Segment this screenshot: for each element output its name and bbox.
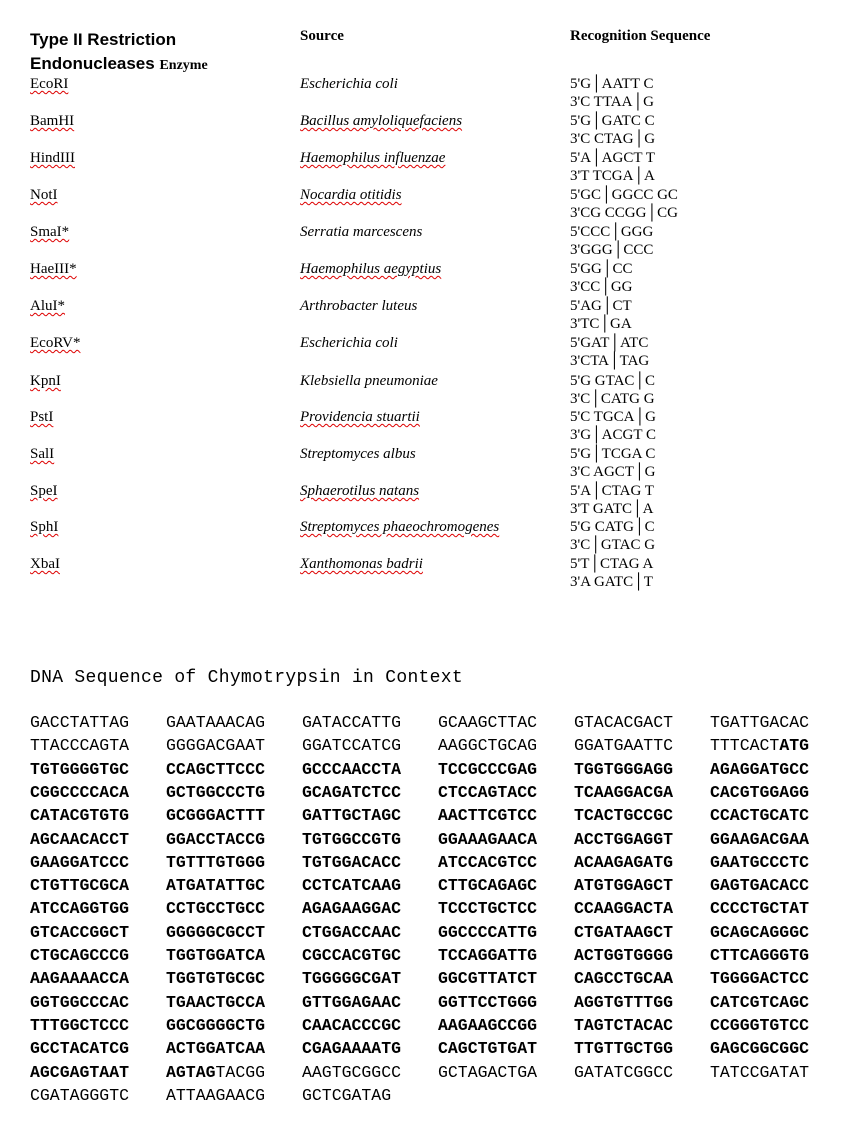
recognition-3prime: 3'A GATC│T — [570, 574, 653, 590]
recognition-5prime: 5'CCC│GGG — [570, 224, 654, 240]
dna-codon-block: GAAGGATCCC — [30, 852, 130, 872]
dna-codon-block: TGTGGACACC — [302, 852, 402, 872]
dna-codon-block: GATACCATTG — [302, 713, 402, 732]
recognition-5prime: 5'GG│CC — [570, 261, 633, 277]
dna-codon-block: GGTGGCCCAC — [30, 992, 130, 1012]
dna-codon-block: GCAAGCTTAC — [438, 713, 538, 732]
enzyme-source: Haemophilus aegyptius — [300, 261, 442, 277]
enzyme-row — [0, 150, 858, 187]
enzyme-row — [0, 409, 858, 446]
recognition-3prime: 3'T GATC│A — [570, 501, 654, 517]
recognition-3prime: 3'T TCGA│A — [570, 168, 655, 184]
enzyme-name: HaeIII* — [30, 261, 77, 277]
enzyme-name: EcoRV* — [30, 335, 81, 351]
recognition-3prime: 3'CC│GG — [570, 279, 633, 295]
dna-codon-block: CTGCAGCCCG — [30, 946, 130, 965]
dna-codon-block: ACAAGAGATG — [574, 852, 674, 872]
dna-codon-block: GACCTATTAG — [30, 713, 130, 732]
enzyme-row — [0, 76, 858, 113]
recognition-3prime: 3'C AGCT│G — [570, 464, 656, 480]
enzyme-name: SalI — [30, 446, 55, 462]
dna-codon-block: CGGCCCCACA — [30, 782, 130, 802]
recognition-3prime: 3'CTA│TAG — [570, 353, 650, 369]
dna-codon-block: CTTGCAGAGC — [438, 876, 538, 896]
recognition-5prime: 5'A│CTAG T — [570, 483, 654, 499]
enzyme-source: Escherichia coli — [300, 335, 398, 351]
dna-codon-block: CCAAGGACTA — [574, 899, 674, 919]
enzyme-row — [0, 519, 858, 556]
dna-codon-block: ATTAAGAACG — [166, 1085, 266, 1105]
dna-codon-block: GAATAAACAG — [166, 713, 266, 732]
dna-codon-block: TGGTGTGCGC — [166, 969, 266, 989]
recognition-5prime: 5'C TGCA│G — [570, 409, 656, 425]
dna-codon-block: GCAGATCTCC — [302, 782, 402, 802]
dna-codon-block: ACCTGGAGGT — [574, 829, 674, 849]
dna-codon-block: TTACCCAGTA — [30, 736, 130, 756]
dna-codon-block: CATACGTGTG — [30, 806, 130, 826]
enzyme-row — [0, 556, 858, 593]
dna-codon-block: GTCACCGGCT — [30, 922, 130, 942]
dna-codon-block: ATGATATTGC — [166, 876, 266, 896]
enzyme-source: Streptomyces albus — [300, 446, 416, 462]
dna-codon-block: CAGCTGTGAT — [438, 1039, 538, 1059]
dna-codon-block: GCCTACATCG — [30, 1039, 130, 1059]
recognition-5prime: 5'GAT│ATC — [570, 335, 649, 351]
enzyme-name: EcoRI — [30, 76, 69, 92]
recognition-3prime: 3'GGG│CCC — [570, 242, 654, 258]
dna-codon-block: TGATTGACAC — [710, 713, 810, 732]
dna-codon-block: GGATCCATCG — [302, 736, 402, 756]
enzyme-name: SmaI* — [30, 224, 70, 240]
dna-codon-block: GCTCGATAG — [302, 1085, 392, 1105]
enzyme-row — [0, 187, 858, 224]
dna-codon-block: CAGCCTGCAA — [574, 969, 674, 989]
dna-codon-block: AAGAAGCCGG — [438, 1015, 538, 1035]
recognition-3prime: 3'CG CCGG│CG — [570, 205, 678, 221]
dna-codon-block: GGTTCCTGGG — [438, 992, 538, 1012]
dna-codon-block: TCACTGCCGC — [574, 806, 674, 826]
dna-codon-block: TGGTGGGAGG — [574, 759, 674, 779]
dna-codon-block: ACTGGATCAA — [166, 1039, 266, 1059]
dna-codon-block: GAGCGGCGGC — [710, 1039, 810, 1059]
dna-codon-block: AAGTGCGGCC — [302, 1062, 402, 1082]
dna-codon-block: GAATGCCCTC — [710, 852, 810, 872]
enzyme-row — [0, 224, 858, 261]
dna-codon-block: CCTGCCTGCC — [166, 899, 266, 919]
dna-codon-block: TGGTGGATCA — [166, 946, 266, 965]
enzyme-name: SpeI — [30, 483, 58, 499]
dna-codon-block: CCTCATCAAG — [302, 876, 402, 896]
dna-codon-block: GCGGGACTTT — [166, 806, 266, 826]
dna-codon-block: TTTCACTATG — [710, 736, 810, 756]
dna-codon-block: CGATAGGGTC — [30, 1085, 130, 1105]
type-header — [30, 28, 208, 78]
dna-codon-block: TTTGGCTCCC — [30, 1015, 130, 1035]
recognition-5prime: 5'G│TCGA C — [570, 446, 656, 462]
dna-codon-block: GGACCTACCG — [166, 829, 266, 849]
type-header-line2 — [30, 52, 208, 78]
enzyme-source: Bacillus amyloliquefaciens — [300, 113, 463, 129]
recognition-3prime: 3'C│GTAC G — [570, 537, 656, 553]
dna-codon-block: TGGGGACTCC — [710, 969, 810, 989]
dna-codon-block: CCACTGCATC — [710, 806, 810, 826]
dna-codon-block: GGCGTTATCT — [438, 969, 538, 989]
dna-codon-block: TTGTTGCTGG — [574, 1039, 674, 1059]
dna-codon-block: AGAGAAGGAC — [302, 899, 402, 919]
enzyme-row — [0, 373, 858, 410]
dna-codon-block: TAGTCTACAC — [574, 1015, 674, 1035]
dna-codon-block: CATCGTCAGC — [710, 992, 810, 1012]
dna-section-title: DNA Sequence of Chymotrypsin in Context — [30, 668, 463, 688]
enzyme-name: SphI — [30, 519, 59, 535]
dna-codon-block: CTCCAGTACC — [438, 782, 538, 802]
recognition-5prime: 5'G│AATT C — [570, 76, 654, 92]
dna-codon-block: ACTGGTGGGG — [574, 946, 674, 965]
enzyme-source: Streptomyces phaeochromogenes — [300, 519, 500, 535]
dna-codon-block: GGCCCCATTG — [438, 922, 538, 942]
dna-codon-block: AGCAACACCT — [30, 829, 130, 849]
recognition-5prime: 5'GC│GGCC GC — [570, 187, 678, 203]
dna-codon-block: GCAGCAGGGC — [710, 922, 810, 942]
enzyme-source: Arthrobacter luteus — [300, 298, 418, 314]
dna-codon-block: CTGATAAGCT — [574, 922, 674, 942]
dna-codon-block: AAGGCTGCAG — [438, 736, 538, 756]
dna-codon-block: ATCCAGGTGG — [30, 899, 130, 919]
enzyme-row — [0, 298, 858, 335]
dna-codon-block: TCCAGGATTG — [438, 946, 538, 965]
dna-codon-block: TGTGGCCGTG — [302, 829, 402, 849]
dna-codon-block: AGGTGTTTGG — [574, 992, 674, 1012]
recognition-5prime: 5'A│AGCT T — [570, 150, 655, 166]
dna-codon-block: ATGTGGAGCT — [574, 876, 674, 896]
dna-codon-block: GGGGACGAAT — [166, 736, 266, 756]
dna-codon-block: CTTCAGGGTG — [710, 946, 810, 965]
recognition-header: Recognition Sequence — [570, 28, 711, 44]
dna-codon-block: TGGGGGCGAT — [302, 969, 402, 989]
enzyme-name: KpnI — [30, 373, 61, 389]
enzyme-row — [0, 261, 858, 298]
dna-codon-block: GAGTGACACC — [710, 876, 810, 896]
enzyme-source: Haemophilus influenzae — [300, 150, 446, 166]
dna-codon-block: AGTAGTACGG — [166, 1062, 266, 1082]
dna-codon-block: AACTTCGTCC — [438, 806, 538, 826]
enzyme-source: Nocardia otitidis — [300, 187, 402, 203]
dna-codon-block: GGAAGACGAA — [710, 829, 810, 849]
type-header-endonucleases: Endonucleases — [30, 54, 155, 73]
dna-codon-block: GCTGGCCCTG — [166, 782, 266, 802]
recognition-5prime: 5'G GTAC│C — [570, 373, 656, 389]
recognition-5prime: 5'AG│CT — [570, 298, 632, 314]
dna-codon-block: CTGTTGCGCA — [30, 876, 130, 896]
dna-codon-block: CAACACCCGC — [302, 1015, 402, 1035]
dna-codon-block: GGATGAATTC — [574, 736, 674, 756]
enzyme-source: Sphaerotilus natans — [300, 483, 420, 499]
dna-codon-block: TCAAGGACGA — [574, 782, 674, 802]
dna-codon-block: CCGGGTGTCC — [710, 1015, 810, 1035]
recognition-3prime: 3'C TTAA│G — [570, 94, 654, 110]
dna-codon-block: AGCGAGTAAT — [30, 1062, 130, 1082]
recognition-3prime: 3'C CTAG│G — [570, 131, 656, 147]
enzyme-source: Xanthomonas badrii — [300, 556, 423, 572]
dna-codon-block: GGAAAGAACA — [438, 829, 538, 849]
type-header-line1: Type II Restriction — [30, 30, 177, 49]
dna-codon-block: TGAACTGCCA — [166, 992, 266, 1012]
dna-codon-block: CCCCTGCTAT — [710, 899, 810, 919]
enzyme-row — [0, 335, 858, 372]
enzyme-source: Escherichia coli — [300, 76, 398, 92]
recognition-3prime: 3'C│CATG G — [570, 391, 655, 407]
dna-codon-block: AAGAAAACCA — [30, 969, 130, 989]
enzyme-name: NotI — [30, 187, 58, 203]
dna-codon-block: TGTTTGTGGG — [166, 852, 266, 872]
enzyme-source: Serratia marcescens — [300, 224, 423, 240]
dna-codon-block: GATTGCTAGC — [302, 806, 402, 826]
dna-codon-block: GCCCAACCTA — [302, 759, 402, 779]
dna-codon-block: TGTGGGGTGC — [30, 759, 130, 779]
dna-codon-block: GGGGGCGCCT — [166, 922, 266, 942]
recognition-3prime: 3'TC│GA — [570, 316, 632, 332]
enzyme-name: XbaI — [30, 556, 60, 572]
enzyme-row — [0, 113, 858, 150]
dna-codon-block: GTTGGAGAAC — [302, 992, 402, 1012]
dna-codon-block: CGAGAAAATG — [302, 1039, 402, 1059]
dna-codon-block: CTGGACCAAC — [302, 922, 402, 942]
enzyme-name: BamHI — [30, 113, 75, 129]
enzyme-row — [0, 446, 858, 483]
dna-codon-block: GGCGGGGCTG — [166, 1015, 266, 1035]
enzyme-source: Providencia stuartii — [300, 409, 420, 425]
enzyme-name: AluI* — [30, 298, 65, 314]
recognition-3prime: 3'G│ACGT C — [570, 427, 656, 443]
dna-codon-block: GATATCGGCC — [574, 1062, 674, 1082]
dna-codon-block: CCAGCTTCCC — [166, 759, 266, 779]
enzyme-name: PstI — [30, 409, 54, 425]
enzyme-name: HindIII — [30, 150, 75, 166]
dna-codon-block: TATCCGATAT — [710, 1062, 810, 1082]
recognition-5prime: 5'G│GATC C — [570, 113, 655, 129]
dna-codon-block: GTACACGACT — [574, 713, 674, 732]
dna-codon-block: CACGTGGAGG — [710, 782, 810, 802]
source-header: Source — [300, 28, 344, 44]
dna-codon-block: TCCCTGCTCC — [438, 899, 538, 919]
recognition-5prime: 5'T│CTAG A — [570, 556, 654, 572]
dna-codon-block: GCTAGACTGA — [438, 1062, 538, 1082]
dna-codon-block: AGAGGATGCC — [710, 759, 810, 779]
recognition-5prime: 5'G CATG│C — [570, 519, 655, 535]
dna-codon-block: TCCGCCCGAG — [438, 759, 538, 779]
type-header-enzyme: Enzyme — [159, 58, 208, 73]
enzyme-source: Klebsiella pneumoniae — [300, 373, 438, 389]
dna-codon-block: CGCCACGTGC — [302, 946, 402, 965]
enzyme-row — [0, 483, 858, 520]
dna-codon-block: ATCCACGTCC — [438, 852, 538, 872]
